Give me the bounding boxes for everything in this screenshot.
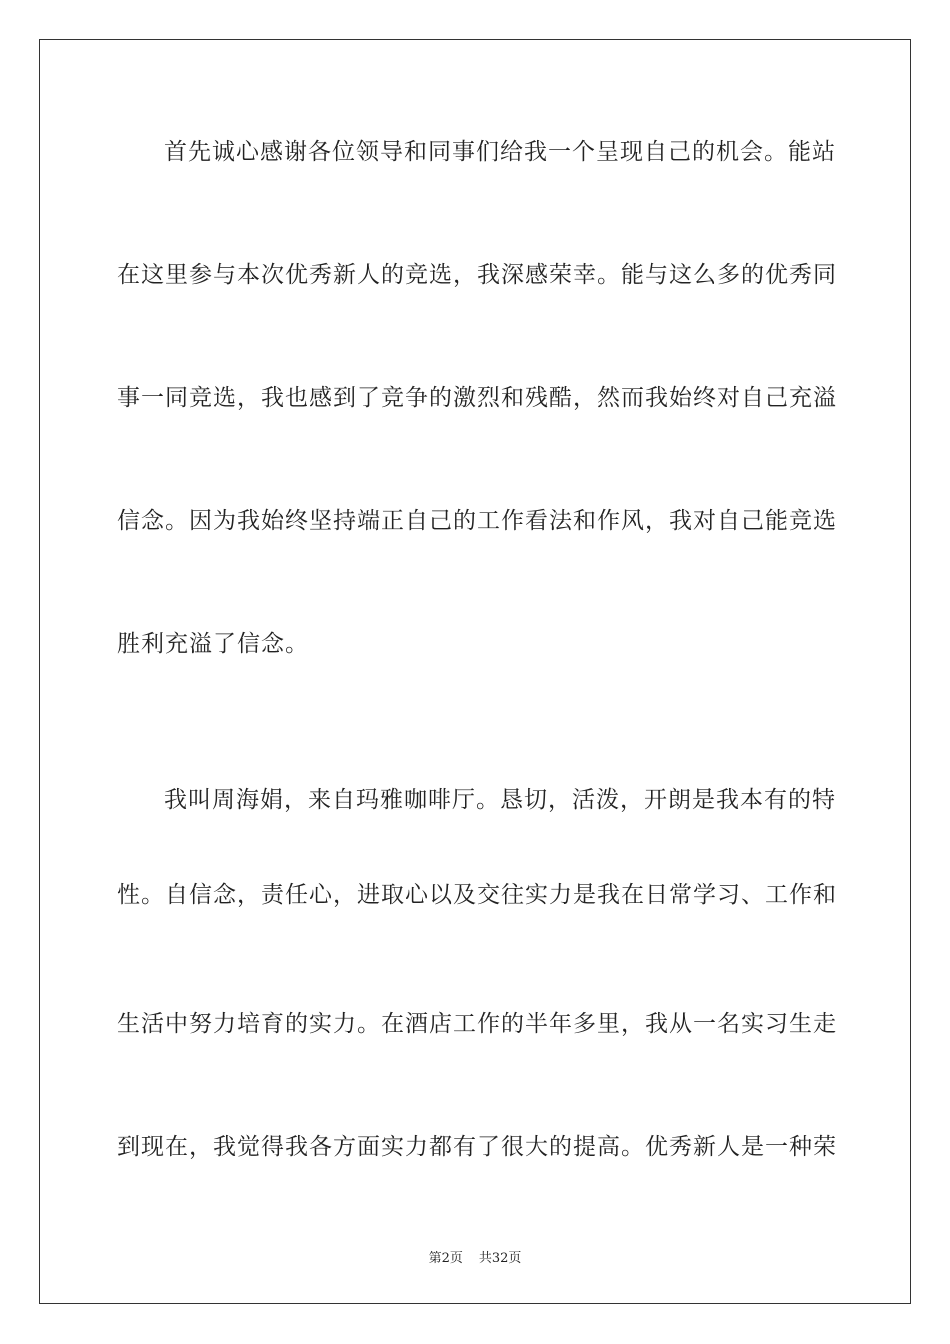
- page-number: 第2页: [428, 1251, 463, 1266]
- paragraph-1-line-3: 事一同竞选，我也感到了竞争的激烈和残酷，然而我始终对自己充溢: [117, 385, 837, 411]
- paragraph-2-line-3: 生活中努力培育的实力。在酒店工作的半年多里，我从一名实习生走: [117, 1011, 837, 1037]
- paragraph-1-line-5: 胜利充溢了信念。: [117, 631, 309, 657]
- paragraph-2-line-1: 我叫周海娟，来自玛雅咖啡厅。恳切，活泼，开朗是我本有的特: [164, 787, 836, 813]
- paragraph-2-line-4: 到现在，我觉得我各方面实力都有了很大的提高。优秀新人是一种荣: [117, 1134, 837, 1160]
- paragraph-1-line-1: 首先诚心感谢各位领导和同事们给我一个呈现自己的机会。能站: [164, 139, 836, 165]
- page-total: 共32页: [478, 1251, 522, 1266]
- page-footer: [0, 1247, 950, 1266]
- paragraph-1-line-2: 在这里参与本次优秀新人的竞选，我深感荣幸。能与这么多的优秀同: [117, 262, 837, 288]
- paragraph-1-line-4: 信念。因为我始终坚持端正自己的工作看法和作风，我对自己能竞选: [117, 508, 837, 534]
- page-frame: [39, 39, 911, 1304]
- paragraph-2-line-2: 性。自信念，责任心，进取心以及交往实力是我在日常学习、工作和: [117, 882, 837, 908]
